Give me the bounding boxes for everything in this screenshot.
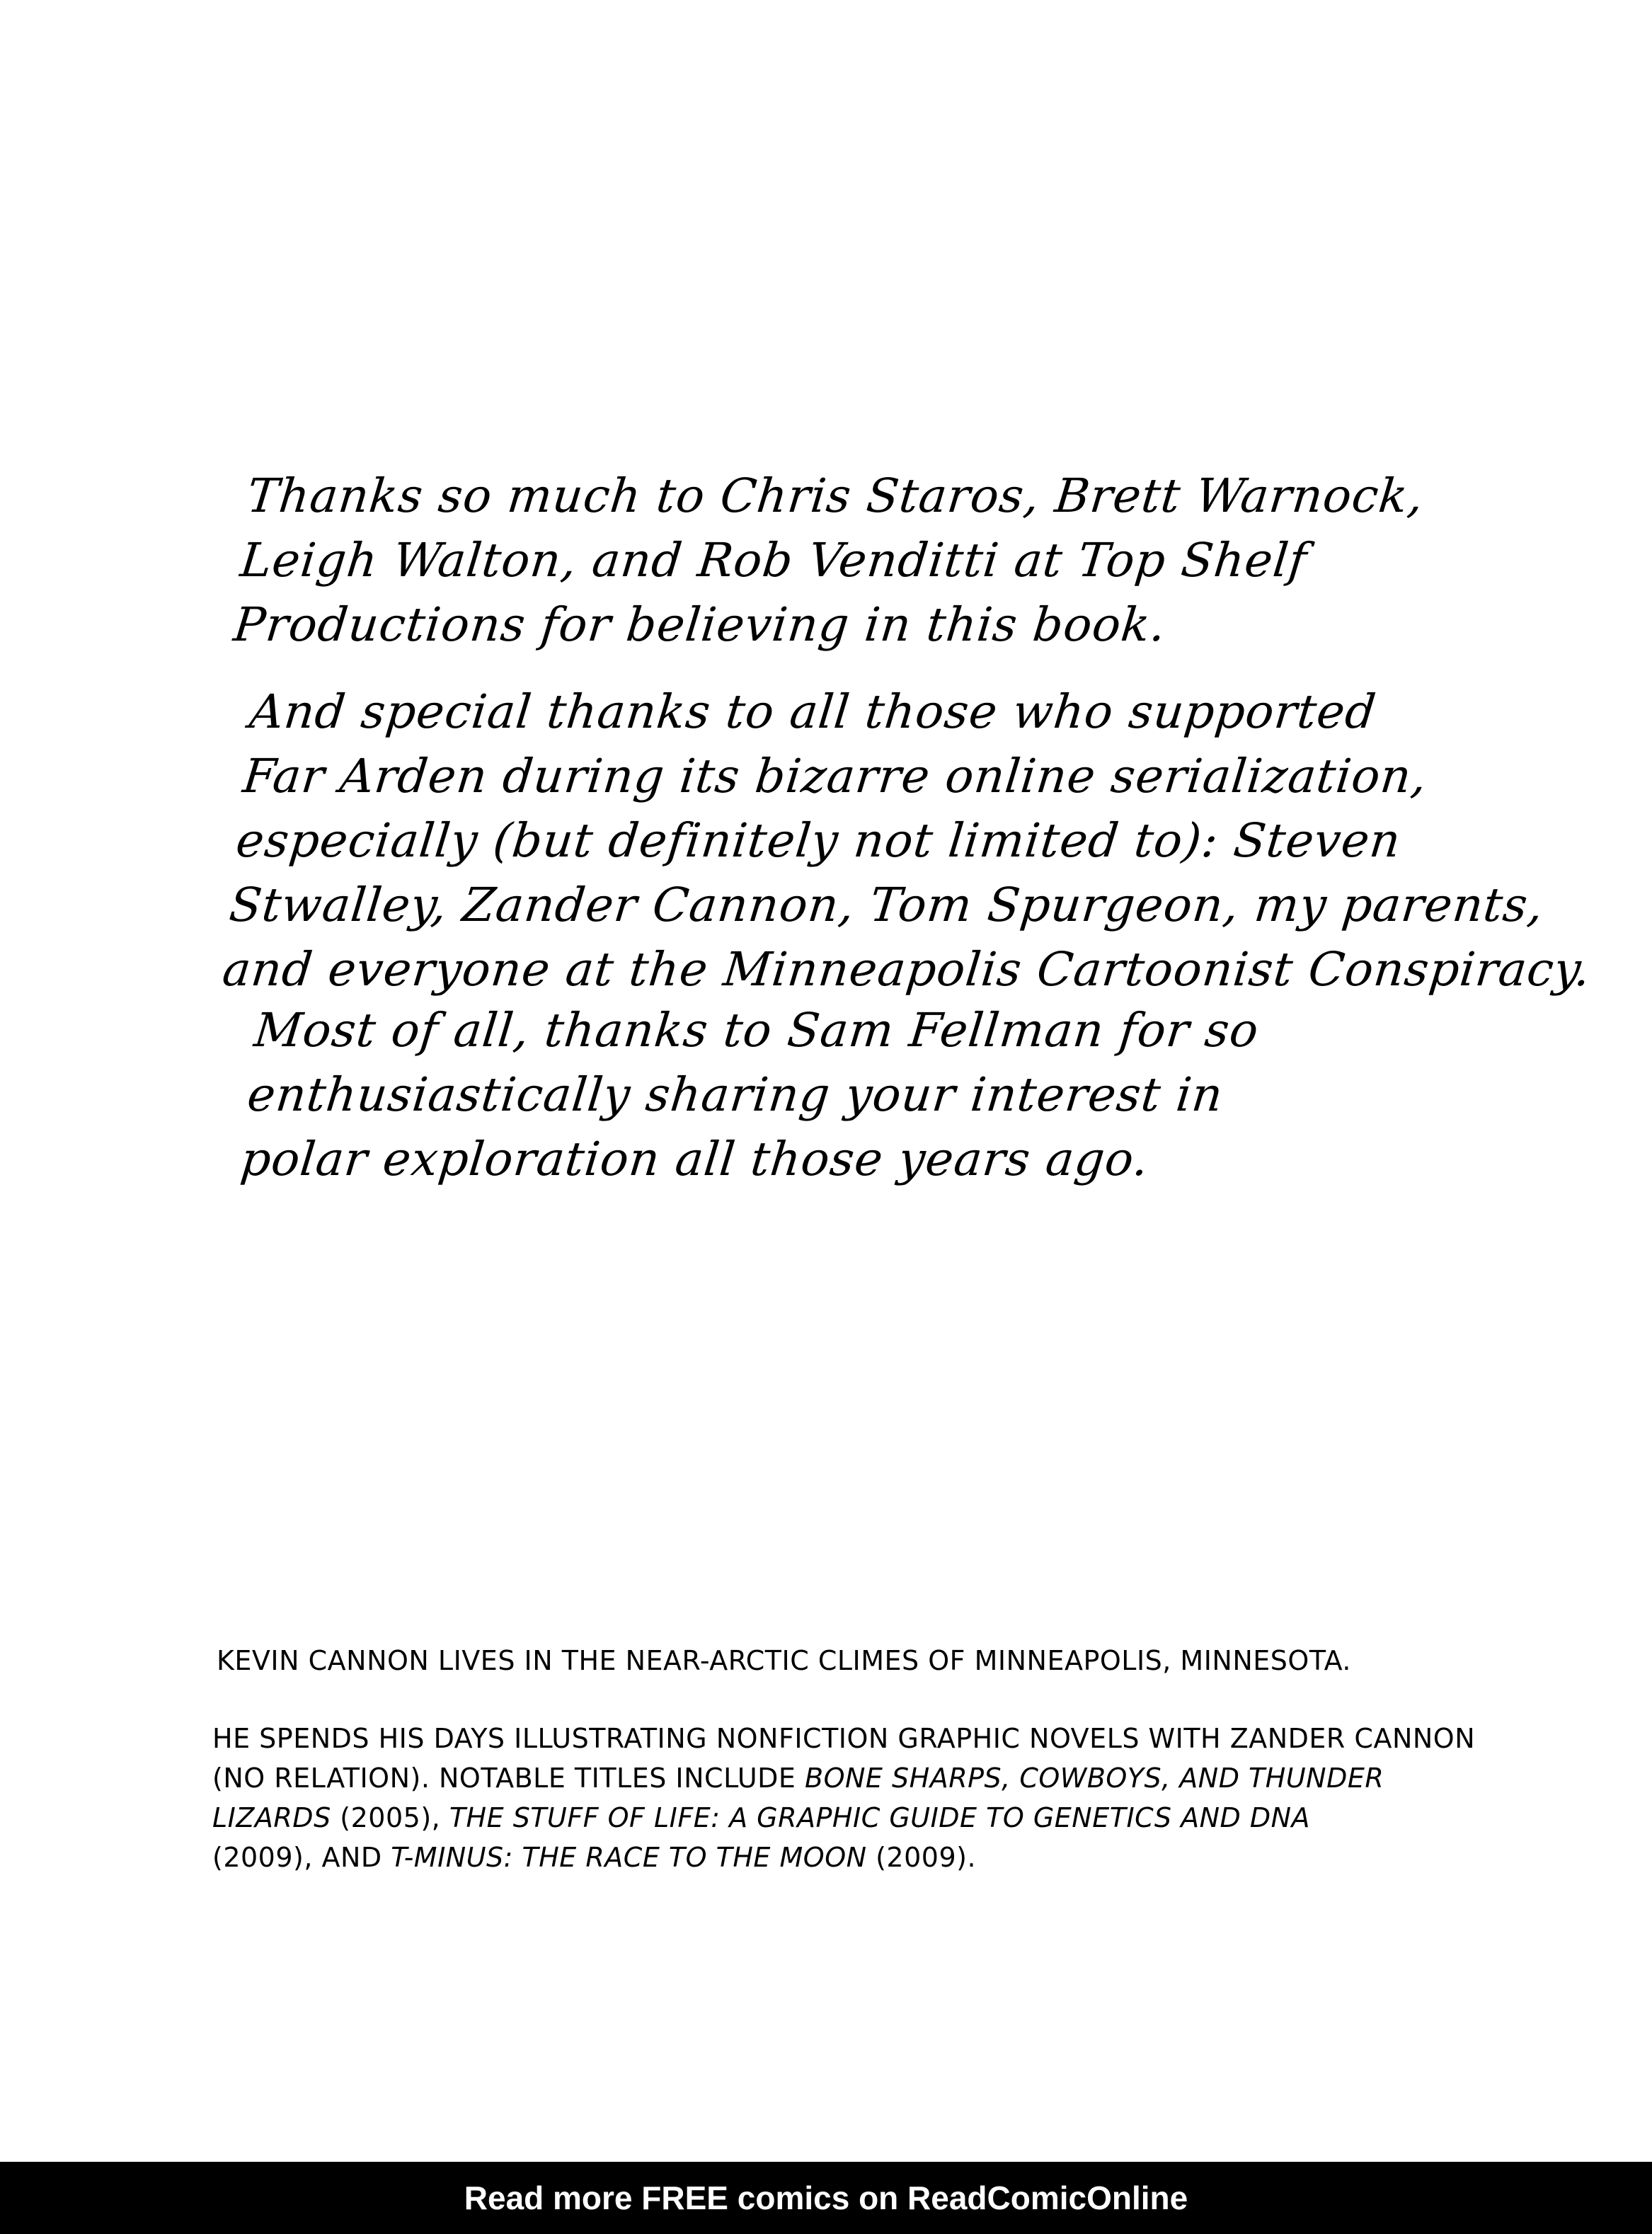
bio-text: (2009), AND [212,1842,391,1873]
handwritten-line: Thanks so much to Chris Staros, Brett Warnock, [244,469,1427,523]
handwritten-line: Far Arden during its bizarre online serialization, [240,749,1430,803]
footer-link-text[interactable]: Read more FREE comics on ReadComicOnline [464,2179,1188,2216]
bio-text: (2009). [866,1842,977,1873]
handwritten-line: Productions for believing in this book. [231,597,1169,652]
handwritten-line: Stwalley, Zander Cannon, Tom Spurgeon, my parents, [226,878,1547,932]
acknowledgement-paragraph-2 [219,680,1621,1002]
author-bio-works [212,1719,1475,1877]
handwritten-line: enthusiastically sharing your interest in [244,1067,1226,1122]
bio-line: HE SPENDS HIS DAYS ILLUSTRATING NONFICTION GRAPHIC NOVELS WITH ZANDER CANNON [212,1723,1476,1754]
book-title: BONE SHARPS, COWBOYS, AND THUNDER [805,1763,1384,1794]
author-bio-location [217,1641,1351,1680]
bio-line: KEVIN CANNON LIVES IN THE NEAR-ARCTIC CLIMES OF MINNEAPOLIS, MINNESOTA. [217,1645,1351,1676]
acknowledgement-paragraph-3 [238,998,1262,1191]
handwritten-line: And special thanks to all those who supported [247,684,1379,739]
book-title: THE STUFF OF LIFE: A GRAPHIC GUIDE TO GENETICS AND DNA [449,1802,1311,1833]
bio-line [212,1798,1475,1838]
handwritten-line: Most of all, thanks to Sam Fellman for so [251,1003,1262,1058]
book-title: T-MINUS: THE RACE TO THE MOON [391,1842,867,1873]
handwritten-line: Leigh Walton, and Rob Venditti at Top Shelf [237,533,1310,588]
bio-line [212,1758,1475,1798]
bio-line [212,1838,1475,1877]
bio-text: (NO RELATION). NOTABLE TITLES INCLUDE [212,1763,805,1794]
handwritten-line: especially (but definitely not limited to): Steven [233,813,1404,868]
handwritten-line: and everyone at the Minneapolis Cartoonist Conspiracy. [219,942,1594,997]
footer-banner[interactable] [0,2162,1652,2234]
handwritten-line: polar exploration all those years ago. [238,1132,1152,1186]
book-title: LIZARDS [212,1802,331,1833]
bio-text: (2005), [331,1802,449,1833]
acknowledgement-paragraph-1 [231,464,1427,657]
